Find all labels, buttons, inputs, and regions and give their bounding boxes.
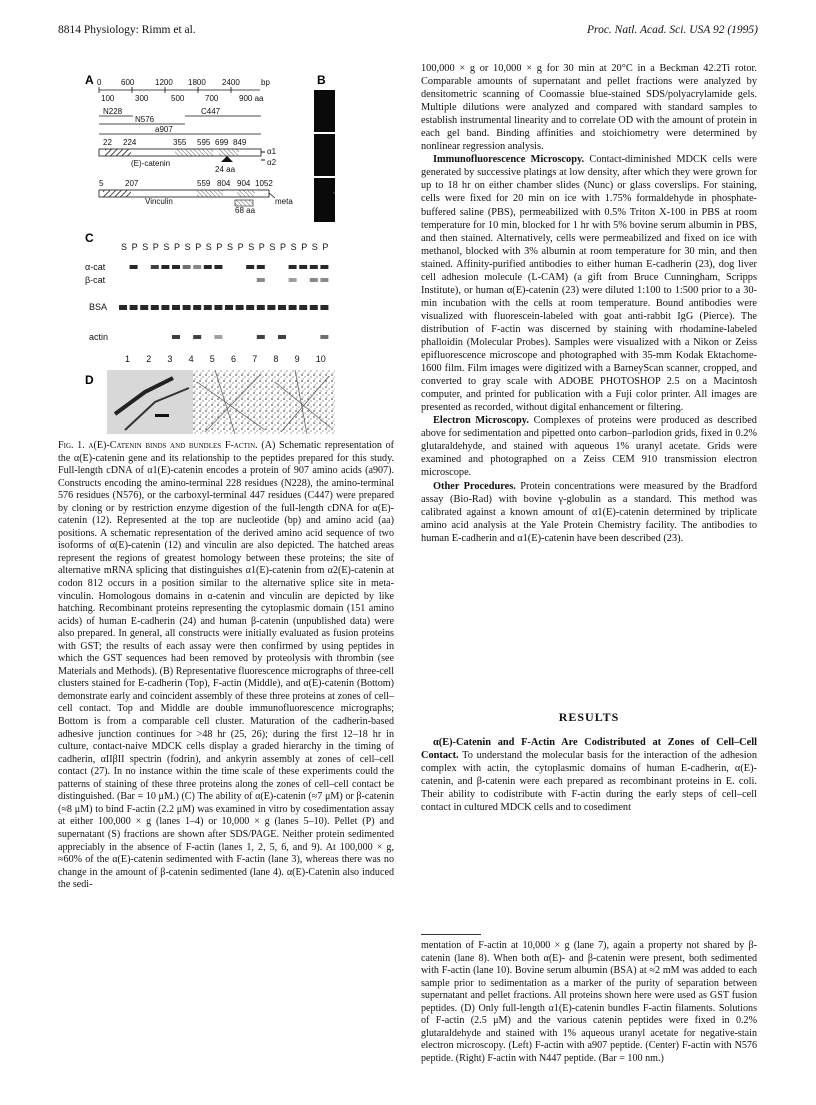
sp-label: P [152, 242, 159, 252]
gel-band [214, 265, 222, 269]
gel-band [310, 265, 318, 269]
alpha-pos: 22 [103, 138, 112, 147]
section-heading: α(E)-Catenin and F-Actin Are Codistributed at Zones of Cell–Cell Contact. [421, 737, 757, 762]
aa-tick: 100 [101, 94, 115, 103]
vinc-hatch-mid [197, 190, 223, 197]
micrograph-ecadherin [314, 90, 335, 132]
lane-number: 3 [167, 354, 173, 364]
sp-label: P [216, 242, 223, 252]
results-heading: RESULTS [558, 710, 620, 724]
gel-band [214, 335, 222, 339]
methods-paragraph: Contact-diminished MDCK cells were generated by successive platings at low density, after which they were grown for up to 18 hr on either chamber slides (Nunc) or glass coverslips. For staining, cells were fixed for 20 min on ice with 1.75% formaldehyde in phosphate-buffered saline (PBS), permeabilized with 0.5% Triton X-100 in PBS at room temperature for 10 min, blocked for 1 hr with 5% bovine serum albumin in PBS, and then stained. Alternatively, cells were permeabilized and fixed on ice with methanol, blocked with 3% albumin at room temperature for 30 min, and then stained. Affinity-purified antibodies to either human E-cadherin (23), dog liver cell adhesion molecule (L-CAM) (a gift from Bruce Cunningham, Scripps Institute), or human α(E)-catenin (23) were diluted 1:100 to 1:500 prior to a 30-min incubation with the cells at room temperature. Bound antibodies were visualized with fluorescein-labeled with goat anti-rabbit IgG (Pierce). The distribution of F-actin was discerned by staining with rhodamine-labeled phalloidin (Molecular Probes). Samples were visualized with a Nikon or Zeiss epifluorescence microscope and photographed with 35-mm Kodak Ektachome-1600 film. Film images were digitized with a BarneyScan scanner, cropped, and converted to gray scale with ADOBE PHOTOSHOP 2.5 on a Macintosh computer, and printed for publication with a Fuji color printer. All images are presented as recorded, without digital enhancement or filtering. [421, 154, 757, 414]
sp-label: S [227, 242, 234, 252]
gel-band [193, 335, 201, 339]
gel-band [289, 265, 297, 269]
vinc-pos: 5 [99, 179, 104, 188]
gel-band [204, 265, 212, 269]
sp-label: S [248, 242, 255, 252]
alpha-hatch-c [219, 149, 239, 156]
construct-label: N576 [135, 115, 155, 124]
sp-label: P [174, 242, 181, 252]
alpha-pos: 355 [173, 138, 187, 147]
sp-label: S [205, 242, 212, 252]
figure-1-graphic [85, 62, 335, 434]
running-header-right: Proc. Natl. Acad. Sci. USA 92 (1995) [587, 24, 758, 36]
aa-tick: 500 [171, 94, 185, 103]
section-heading: Electron Microscopy. [433, 415, 529, 427]
construct-label: a907 [155, 125, 173, 134]
vinc-hatch-n [103, 190, 131, 197]
gel-band [214, 305, 222, 310]
alpha-splice-marker [221, 156, 233, 162]
vinc-pos: 1052 [255, 179, 273, 188]
lane-number: 8 [273, 354, 279, 364]
construct-label: C447 [201, 107, 221, 116]
alpha-hatch-mid [175, 149, 213, 156]
gel-band [183, 305, 191, 310]
gel-band [193, 305, 201, 310]
gel-band [140, 305, 148, 310]
gel-band [183, 265, 191, 269]
gel-band [257, 305, 265, 310]
meta-label: meta [275, 197, 293, 206]
sp-label: P [195, 242, 202, 252]
right-column [421, 62, 757, 545]
row-label: α-cat [85, 262, 106, 272]
lane-number: 10 [315, 354, 326, 364]
row-label: β-cat [85, 275, 106, 285]
isoform-label: α2 [267, 158, 277, 167]
lane-number: 1 [125, 354, 131, 364]
alpha-pos: 224 [123, 138, 137, 147]
em-image-right [269, 370, 335, 434]
sp-label: P [280, 242, 287, 252]
methods-paragraph: 100,000 × g or 10,000 × g for 30 min at 20°C in a Beckman 42.2Ti rotor. Comparable amounts of supernatant and pellet fractions were analyzed by densitometric scanning of Coomassie blue-stained SDS/polyacrylamide gels. Multiple dilutions were analyzed and compared with standard samples to establish instrumental linearity and to correlate OD with the amount of protein in each gel band. Binding affinities and stoichiometry were determined by nonlinear regression analysis. [421, 63, 757, 153]
panel-b-letter: B [317, 73, 326, 87]
lane-number: 7 [252, 354, 258, 364]
gel-band [320, 278, 328, 282]
alpha-hatch-n [105, 149, 131, 156]
sp-label: S [121, 242, 128, 252]
lane-number: 6 [231, 354, 237, 364]
gel-band [161, 265, 169, 269]
row-label: actin [89, 332, 109, 342]
sp-label: P [131, 242, 138, 252]
figure-caption-continued: mentation of F-actin at 10,000 × g (lane 7), again a property not shared by β-catenin (lane 8). When both α(E)- and β-catenin were present, both sedimented with F-actin (lane 10). Bovine serum albumin (BSA) at ≈2 mM was added to each sample prior to sedimentation as a marker of the purity of separation between supernatant and pellet fractions. All proteins shown here were used as GST fusion peptides. (D) Only full-length α1(E)-catenin bundles F-actin filaments. Solutions of F-actin (2.5 μM) and the various catenin peptides were fixed in 0.2% glutaraldehyde and stained with 1% aqueous uranyl acetate for negative-stain electron microscopy. (Left) F-actin with a907 peptide. (Center) F-actin with N576 peptide. (Right) F-actin with N447 peptide. (Bar = 100 nm.) [421, 940, 757, 1064]
gel-band [193, 265, 201, 269]
row-label: BSA [89, 302, 108, 312]
gel-band [289, 278, 297, 282]
caption-title: Fig. 1. α(E)-Catenin binds and bundles F-actin. [58, 440, 258, 451]
vinc-pos: 559 [197, 179, 211, 188]
gel-band [299, 305, 307, 310]
gel-band [172, 305, 180, 310]
aa-tick: 900 aa [239, 94, 264, 103]
bp-tick: 1800 [188, 78, 206, 87]
methods-paragraph: Protein concentrations were measured by the Bradford assay (Bio-Rad) with bovine γ-globulin as a standard. This method was calibrated against a known amount of α1(E)-catenin determined by triplicate amino acid analysis at the Yale Protein Chemistry facility. The antibodies to human E-cadherin and α1(E)-catenin have been described (23). [421, 480, 757, 544]
aa-tick: 300 [135, 94, 149, 103]
sp-label: S [311, 242, 318, 252]
lane-number: 5 [209, 354, 215, 364]
bp-tick: 2400 [222, 78, 240, 87]
alpha-label: (E)-catenin [131, 159, 171, 168]
alpha-pos: 699 [215, 138, 229, 147]
gel-band [289, 305, 297, 310]
gel-band [310, 278, 318, 282]
bp-tick: 0 [97, 78, 102, 87]
gel-band [151, 265, 159, 269]
sp-label: P [237, 242, 244, 252]
sp-label: P [301, 242, 308, 252]
gel-band [236, 305, 244, 310]
em-image-left [107, 370, 193, 434]
gel-band [246, 305, 254, 310]
vinc-pos: 207 [125, 179, 139, 188]
lane-number: 9 [294, 354, 300, 364]
vinculin-label: Vinculin [145, 197, 173, 206]
vinc-hatch-c [237, 190, 255, 197]
footnote-rule [421, 934, 481, 935]
gel-band [267, 305, 275, 310]
aa-tick: 700 [205, 94, 219, 103]
sp-label: S [163, 242, 170, 252]
gel-band [320, 265, 328, 269]
bp-tick: 600 [121, 78, 135, 87]
vinc-insert-label: 68 aa [235, 206, 256, 215]
running-header-left: 8814 Physiology: Rimm et al. [58, 24, 196, 36]
sp-label: S [290, 242, 297, 252]
vinc-insert [235, 200, 253, 206]
figure-1 [85, 62, 335, 434]
micrograph-factin [314, 134, 335, 176]
gel-band [257, 265, 265, 269]
sp-label: S [184, 242, 191, 252]
gel-band [257, 335, 265, 339]
lane-number: 4 [188, 354, 194, 364]
gel-band [299, 265, 307, 269]
gel-band [161, 305, 169, 310]
section-heading: Other Procedures. [433, 480, 516, 492]
panel-d-letter: D [85, 373, 94, 387]
sp-label: P [258, 242, 265, 252]
bp-tick: 1200 [155, 78, 173, 87]
gel-band [310, 305, 318, 310]
gel-band [130, 305, 138, 310]
gel-band [172, 265, 180, 269]
sp-label: S [269, 242, 276, 252]
gel-band [278, 335, 286, 339]
panel-a-letter: A [85, 73, 94, 87]
gel-band [320, 335, 328, 339]
gel-band [204, 305, 212, 310]
gel-band [119, 305, 127, 310]
gel-band [278, 305, 286, 310]
micrograph-acatenin [314, 178, 335, 222]
lane-number: 2 [146, 354, 152, 364]
alpha-insert-label: 24 aa [215, 165, 236, 174]
gel-band [225, 305, 233, 310]
figure-caption [58, 440, 394, 892]
construct-label: N228 [103, 107, 123, 116]
section-heading: Immunofluorescence Microscopy. [433, 154, 585, 166]
gel-band [320, 305, 328, 310]
methods-paragraph: Complexes of proteins were produced as described above for sedimentation and pipetted onto carbon–parlodion grids, fixed in 0.2% glutaraldehyde, and stained with aqueous 1% uranyl acetate. Grids were examined and photographed on a Zeiss CEM 910 transmission electron microscope. [421, 415, 757, 479]
gel-band [172, 335, 180, 339]
gel-band [130, 265, 138, 269]
sp-label: S [142, 242, 149, 252]
results-paragraph: To understand the molecular basis for the interaction of the adhesion complex with actin, the cytoplasmic domains of human E-cadherin, α(E)-catenin, and β-catenin were each prepared as recombinant proteins in E. coli. Their ability to codistribute with F-actin during the early steps of cell–cell contact in cultured MDCK cells and to cosediment [421, 750, 757, 814]
alpha-pos: 849 [233, 138, 247, 147]
alpha-pos: 595 [197, 138, 211, 147]
isoform-label: α1 [267, 147, 277, 156]
panel-c-letter: C [85, 231, 94, 245]
gel-band [246, 265, 254, 269]
sp-label: P [322, 242, 329, 252]
bp-tick: bp [261, 78, 270, 87]
gel-band [257, 278, 265, 282]
gel-band [151, 305, 159, 310]
vinc-pos: 804 [217, 179, 231, 188]
caption-body: (A) Schematic representation of the α(E)-catenin gene and its relationship to the peptides prepared for this study. Full-length cDNA of α1(E)-catenin encodes a protein of 907 amino acids (a907). Constructs encoding the amino-terminal 228 residues (N228), the amino-terminal 576 residues (N576), or the carboxyl-terminal 447 residues (C447) were prepared by cloning or by restriction enzyme digestion of the full-length cDNA for α(E)-catenin (12). Represented at the top are nucleotide (bp) and amino acid (aa) positions. A schematic representation of the derived amino acid sequence of two isoforms of α(E)-catenin (12) and vinculin are also depicted. The hatched areas represent the regions of greatest homology between these proteins; the site of alternative mRNA splicing that distinguishes α1(E)-catenin from α2(E)-catenin at codon 812 occurs in a position similar to the alternative splice site in meta-vinculin. Homologous domains in α-catenin and vinculin are depicted by like hatching. Recombinant proteins representing the cytoplasmic domain (151 amino acids) of human E-cadherin (24) and human β-catenin (unpublished data) were also prepared. In general, all constructs were initially evaluated as fusion proteins with GST; the results of each assay were then confirmed by using peptides in which the GST sequences had been removed by proteolysis with thrombin (see Materials and Methods). (B) Representative fluorescence micrographs of three-cell clusters stained for E-cadherin (Top), F-actin (Middle), and α(E)-catenin (Bottom) demonstrate early and coincident assembly of these three proteins at zones of cell–cell contact. Top and Middle are double immunofluorescence micrographs; Bottom is from a comparable cell cluster. Maturation of the cadherin-based adhesive junction continues for >48 hr (25, 26); during the first 12–18 hr in culture, contact-naive MDCK cells display a graded hierarchy in the timing of cadherin, αIIβII spectrin (fodrin), and ankyrin assembly at zones of cell–cell contact (27). In no instance within the time scale of these experiments could the patterns of staining of these three proteins along the zones of cell–cell contact be distinguished. (Bar = 10 μM.) (C) The ability of α(E)-catenin (≈7 μM) or β-catenin (≈8 μM) to bind F-actin (2.2 μM) was examined in vitro by cosedimentation assay at either 100,000 × g (lanes 1–4) or 10,000 × g (lanes 5–10). Pellet (P) and supernatant (S) fractions are shown after SDS/PAGE. Neither protein sedimented appreciably in the absence of F-actin (lanes 1, 2, 5, 6, and 9). At 100,000 × g, ≈60% of the α(E)-catenin sedimented with F-actin (lane 3), whereas there was no change in the amount of β-catenin sedimented (lane 4). α(E)-Catenin also induced the sedi- [58, 440, 394, 891]
vinc-pos: 904 [237, 179, 251, 188]
results-column [421, 736, 757, 814]
